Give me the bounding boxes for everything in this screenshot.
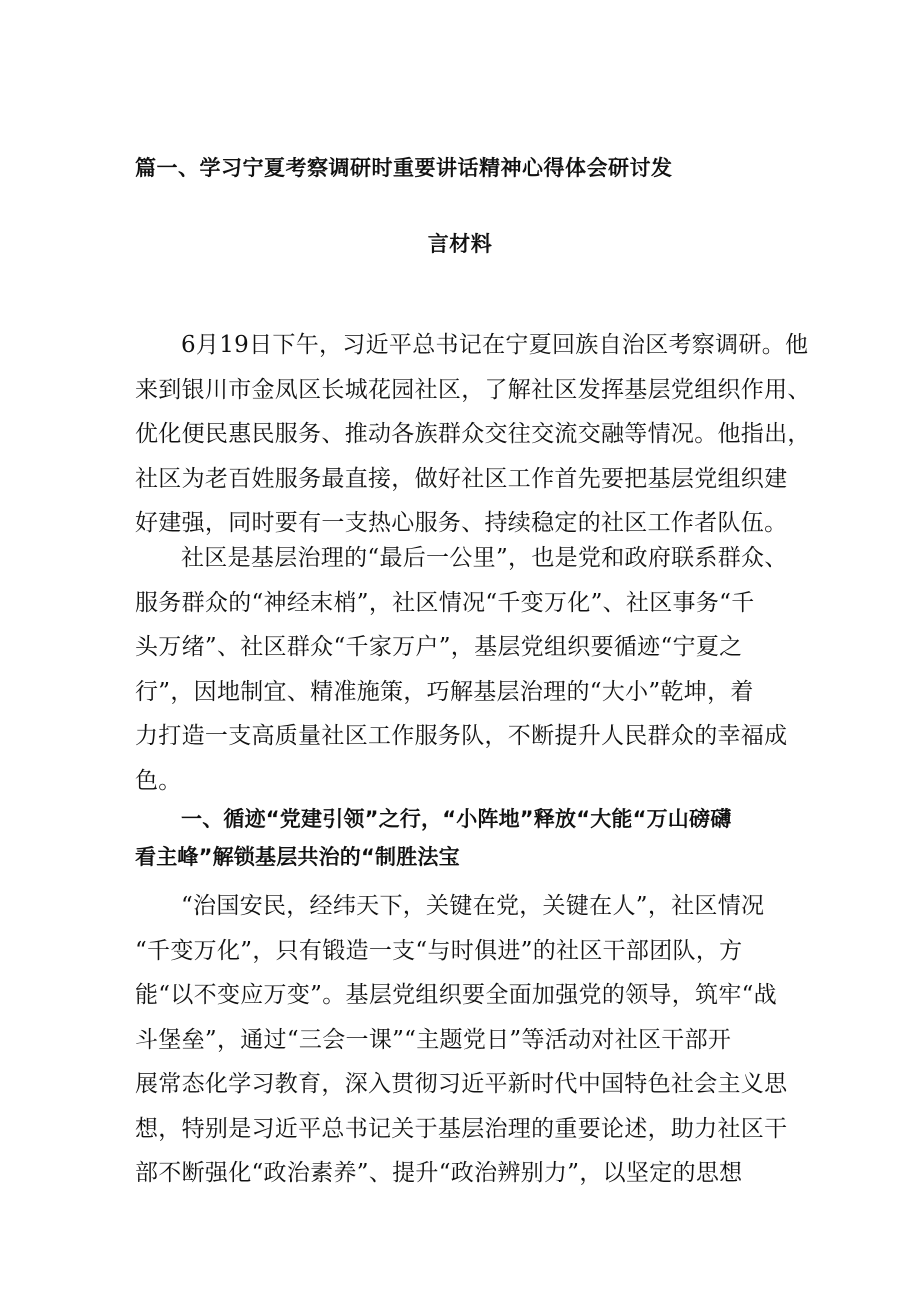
- paragraph-line: 社区为老百姓服务最直接，做好社区工作首先要把基层党组织建: [135, 465, 788, 492]
- paragraph-line: 展常态化学习教育，深入贯彻习近平新时代中国特色社会主义思: [135, 1071, 788, 1097]
- paragraph-line: 色。: [135, 767, 182, 794]
- paragraph-line: 来到银川市金凤区长城花园社区，了解社区发挥基层党组织作用、: [135, 376, 811, 403]
- document-title-line-1: 篇一、学习宁夏考察调研时重要讲话精神心得体会研讨发: [135, 156, 673, 180]
- paragraph-line: 想，特别是习近平总书记关于基层治理的重要论述，助力社区干: [135, 1115, 788, 1142]
- section-heading-1: [135, 800, 795, 876]
- paragraph-line: 6月19日下午，习近平总书记在宁夏回族自治区考察调研。他: [181, 332, 809, 358]
- paragraph-line: “千变万化”，只有锻造一支“与时俱进”的社区干部团队，方: [135, 937, 743, 964]
- paragraph-line: 斗堡垒”，通过“三会一课”“主题党日”等活动对社区干部开: [135, 1026, 732, 1053]
- heading-line: 看主峰”解锁基层共治的“制胜法宝: [135, 845, 460, 869]
- paragraph-line: “治国安民，经纬天下，关键在党，关键在人”，社区情况: [181, 893, 765, 919]
- paragraph-2: [135, 536, 795, 803]
- paragraph-1: [135, 323, 811, 546]
- paragraph-line: 能“以不变应万变”。基层党组织要全面加强党的领导，筑牢“战: [135, 982, 777, 1008]
- paragraph-line: 社区是基层治理的“最后一公里”，也是党和政府联系群众、: [181, 545, 788, 571]
- paragraph-line: 优化便民惠民服务、推动各族群众交往交流交融等情况。他指出，: [135, 421, 811, 447]
- paragraph-line: 力打造一支高质量社区工作服务队，不断提升人民群众的幸福成: [135, 723, 788, 749]
- paragraph-line: 行”，因地制宜、精准施策，巧解基层治理的“大小”乾坤，着: [135, 678, 754, 705]
- paragraph-3: [135, 884, 795, 1196]
- heading-line: 一、循迹“党建引领”之行，“小阵地”释放“大能“万山磅礴: [181, 807, 732, 831]
- paragraph-line: 部不断强化“政治素养”、提升“政治辨别力”，以坚定的思想: [135, 1160, 743, 1186]
- paragraph-line: 头万绪”、社区群众“千家万户”，基层党组织要循迹“宁夏之: [135, 634, 743, 660]
- paragraph-line: 好建强，同时要有一支热心服务、持续稳定的社区工作者队伍。: [135, 510, 788, 536]
- document-title-line-2: 言材料: [427, 232, 493, 256]
- paragraph-line: 服务群众的“神经末梢”，社区情况“千变万化”、社区事务“千: [135, 589, 755, 616]
